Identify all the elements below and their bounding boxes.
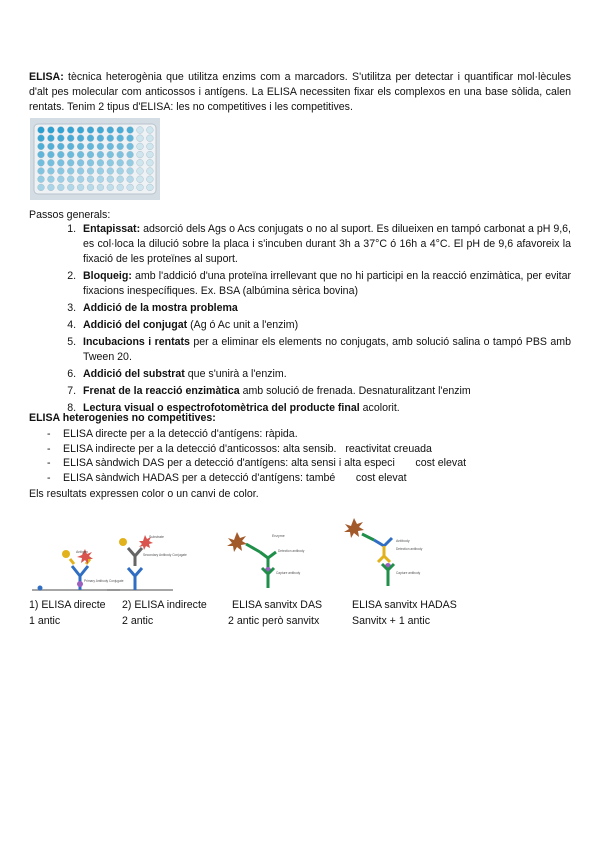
plate-well [38,168,45,175]
heterogeneous-item: - ELISA sàndwich DAS per a detecció d'antígens: alta sensi i alta especi cost elevat [29,456,571,471]
step-bold: Incubacions i rentats [83,336,190,348]
diagram-label: Detection antibody [396,547,423,551]
results-note: Els resultats expressen color o un canvi de color. [29,488,259,500]
plate-well [77,151,84,158]
step-item [79,222,571,267]
step-text: amb solució de frenada. Desnaturalitzant l'enzim [239,385,471,397]
plate-well [127,168,134,175]
plate-well [107,127,114,134]
plate-well [107,176,114,183]
plate-well [67,127,74,134]
plate-well [147,151,154,158]
plate-well [67,143,74,150]
plate-well [48,143,55,150]
plate-well [117,159,124,166]
caption-line: Sanvitx + 1 antic [352,615,431,627]
steps-list [29,222,571,418]
plate-well [48,159,55,166]
plate-well [147,159,154,166]
plate-well [117,184,124,191]
step-item [79,318,571,333]
plate-well [38,135,45,142]
plate-well [137,135,144,142]
caption-line: ELISA sanvitx HADAS [352,599,457,611]
heterogeneous-item: - ELISA directe per a la detecció d'antígens: ràpida. [29,427,571,442]
plate-well [38,143,45,150]
step-item [79,269,571,299]
plate-well [77,168,84,175]
step-text: (Ag ó Ac unit a l'enzim) [187,319,299,331]
heterogeneous-title: ELISA heterogenies no competitives: [29,412,216,424]
plate-well [127,184,134,191]
plate-well [117,151,124,158]
caption-line: ELISA sanvitx DAS [232,599,323,611]
plate-well [117,143,124,150]
caption-line: 1) ELISA directe [29,599,106,611]
step-bold: Addició de la mostra problema [83,302,238,314]
elisa-plate-photo [30,118,160,200]
heterogeneous-item: - ELISA indirecte per a la detecció d'anticossos: alta sensib. reactivitat creuada [29,442,571,457]
plate-well [97,151,104,158]
plate-well [57,143,64,150]
plate-well [77,127,84,134]
diagram-label: Antibody [396,539,410,543]
diagram-caption [352,597,457,629]
plate-well [67,184,74,191]
indirect-elisa-diagram [105,530,187,596]
plate-well [127,135,134,142]
diagram-label: Substrate [149,535,164,539]
plate-well [97,176,104,183]
step-text: amb l'addició d'una proteïna irrellevant que no hi participi en la reacció enzimàtica, per evitar fixacions inespecífiques. Ex. BSA (albúmina sèrica bovina) [83,270,571,297]
plate-well [107,184,114,191]
plate-well [87,151,94,158]
plate-well [107,143,114,150]
plate-well [147,127,154,134]
plate-well [77,184,84,191]
plate-well [137,127,144,134]
plate-well [87,127,94,134]
step-bold: Addició del substrat [83,368,185,380]
plate-well [107,151,114,158]
plate-well [127,176,134,183]
plate-well [87,135,94,142]
diagram-label: Capture antibody [396,571,421,575]
step-item [79,335,571,365]
plate-well [87,143,94,150]
caption-line: 2 antic [122,615,154,627]
plate-well [127,127,134,134]
diagram-label: Primary Antibody Conjugate [84,579,124,583]
plate-well [137,143,144,150]
step-text: per a eliminar els elements no conjugats, amb solució salina o tampó PBS amb Tween 20. [83,336,571,363]
plate-well [57,127,64,134]
step-bold: Bloqueig: [83,270,132,282]
plate-well [87,168,94,175]
diagram-label: Enzyme [272,534,285,538]
plate-well [67,135,74,142]
plate-well [147,135,154,142]
plate-well [97,127,104,134]
plate-well [48,151,55,158]
step-bold: Frenat de la reacció enzimàtica [83,385,240,397]
plate-well [127,143,134,150]
plate-well [57,168,64,175]
caption-line: 2 antic però sanvitx [228,615,320,627]
steps-title: Passos generals: [29,209,111,221]
diagram-label: Detection antibody [278,549,305,553]
caption-line: 2) ELISA indirecte [122,599,207,611]
plate-well [57,151,64,158]
step-item [79,384,571,399]
plate-well [127,151,134,158]
plate-well [147,143,154,150]
diagram-caption [228,597,322,629]
plate-well [38,176,45,183]
plate-well [87,184,94,191]
plate-well [77,143,84,150]
step-item [79,367,571,382]
plate-well [137,151,144,158]
plate-well [137,159,144,166]
plate-well [137,176,144,183]
plate-well [77,135,84,142]
plate-well [107,168,114,175]
step-text: adsorció dels Ags o Acs conjugats o no al suport. Es dilueixen en tampó carbonat a pH 9,6, es col·loca la dilució sobre la placa i s'incuben durant 3h a 37°C ó 16h a 4°C. El pH de 9,6 afavoreix la fixació de les proteïnes al suport. [83,223,571,265]
plate-well [38,159,45,166]
step-bold: Lectura visual o espectrofotomètrica del producte final [83,402,360,414]
plate-well [57,135,64,142]
plate-well [48,176,55,183]
plate-well [107,159,114,166]
plate-well [87,159,94,166]
plate-well [57,159,64,166]
plate-well [77,159,84,166]
plate-well [127,159,134,166]
step-text: acolorit. [359,402,400,414]
intro-term: ELISA: [29,71,64,83]
plate-well [147,176,154,183]
step-bold: Addició del conjugat [83,319,188,331]
diagram-label: Secondary Antibody Conjugate [143,553,187,557]
diagram-caption [122,597,207,629]
plate-well [48,184,55,191]
plate-well [137,168,144,175]
heterogeneous-item: - ELISA sàndwich HADAS per a detecció d'antígens: també cost elevat [29,471,571,486]
plate-well [87,176,94,183]
plate-well [67,159,74,166]
plate-well [117,127,124,134]
plate-well [38,151,45,158]
plate-well [48,127,55,134]
step-bold: Entapissat: [83,223,141,235]
plate-well [48,135,55,142]
plate-well [57,176,64,183]
plate-well [77,176,84,183]
plate-well [117,135,124,142]
plate-well [97,135,104,142]
heterogeneous-list [29,427,571,485]
plate-well [147,184,154,191]
plate-well [38,184,45,191]
plate-well [107,135,114,142]
sandwich-hadas-diagram [344,516,434,596]
plate-well [117,168,124,175]
plate-well [137,184,144,191]
intro-paragraph [29,70,571,115]
plate-well [97,159,104,166]
plate-well [97,184,104,191]
plate-well [57,184,64,191]
plate-well [48,168,55,175]
plate-well [97,168,104,175]
plate-well [67,168,74,175]
step-item [79,301,571,316]
intro-text: tècnica heterogènia que utilitza enzims com a marcadors. S'utilitza per detectar i quantificar mol·lècules d'alt pes molecular com anticossos i antígens. La ELISA necessiten fixar els complexos en una base sòlida, calen rentats. Tenim 2 tipus d'ELISA: les no competitives i les competitives. [29,71,571,113]
plate-well [38,127,45,134]
plate-well [117,176,124,183]
plate-well [67,151,74,158]
plate-well [97,143,104,150]
plate-well [67,176,74,183]
step-text: que s'unirà a l'enzim. [184,368,287,380]
diagram-caption [29,597,106,629]
caption-line: 1 antic [29,615,61,627]
diagram-label: Capture antibody [276,571,301,575]
plate-well [147,168,154,175]
sandwich-das-diagram [232,528,312,596]
diagram-label: Antigen [76,550,88,554]
